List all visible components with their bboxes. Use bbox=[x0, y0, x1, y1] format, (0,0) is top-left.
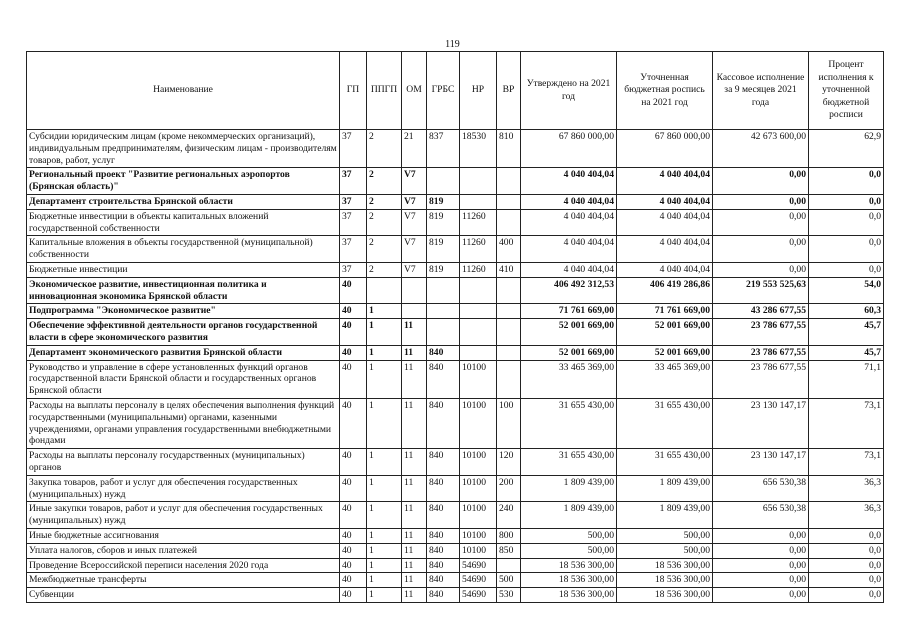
cell-approved: 52 001 669,00 bbox=[521, 345, 617, 360]
cell-approved: 52 001 669,00 bbox=[521, 319, 617, 346]
cell-approved: 18 536 300,00 bbox=[521, 558, 617, 573]
cell-gp: 40 bbox=[340, 449, 367, 476]
cell-ppgp: 2 bbox=[367, 130, 402, 168]
cell-refined: 67 860 000,00 bbox=[617, 130, 713, 168]
cell-om: 11 bbox=[402, 558, 427, 573]
cell-percent: 36,3 bbox=[809, 475, 884, 502]
cell-percent: 0,0 bbox=[809, 262, 884, 277]
cell-gp: 40 bbox=[340, 543, 367, 558]
cell-ppgp: 2 bbox=[367, 209, 402, 236]
cell-percent: 54,0 bbox=[809, 277, 884, 304]
cell-ppgp: 2 bbox=[367, 262, 402, 277]
cell-refined: 18 536 300,00 bbox=[617, 558, 713, 573]
cell-name: Проведение Всероссийской переписи населения 2020 года bbox=[27, 558, 340, 573]
cell-cash: 23 786 677,55 bbox=[713, 345, 809, 360]
table-row bbox=[27, 360, 884, 398]
cell-refined: 1 809 439,00 bbox=[617, 475, 713, 502]
cell-grbs: 819 bbox=[427, 209, 460, 236]
table-header-row bbox=[27, 52, 884, 130]
cell-gp: 40 bbox=[340, 304, 367, 319]
cell-gp: 37 bbox=[340, 262, 367, 277]
cell-ppgp bbox=[367, 277, 402, 304]
cell-percent: 0,0 bbox=[809, 236, 884, 263]
table-row bbox=[27, 319, 884, 346]
cell-ppgp: 1 bbox=[367, 528, 402, 543]
cell-cash: 23 130 147,17 bbox=[713, 449, 809, 476]
cell-grbs: 840 bbox=[427, 345, 460, 360]
table-row bbox=[27, 449, 884, 476]
cell-grbs bbox=[427, 319, 460, 346]
table-row bbox=[27, 558, 884, 573]
cell-approved: 1 809 439,00 bbox=[521, 475, 617, 502]
header-vr: ВР bbox=[497, 52, 521, 130]
cell-cash: 0,00 bbox=[713, 543, 809, 558]
cell-approved: 1 809 439,00 bbox=[521, 502, 617, 529]
table-row bbox=[27, 277, 884, 304]
cell-gp: 40 bbox=[340, 345, 367, 360]
cell-gp: 37 bbox=[340, 168, 367, 195]
table-row bbox=[27, 573, 884, 588]
table-row bbox=[27, 130, 884, 168]
cell-gp: 37 bbox=[340, 130, 367, 168]
cell-approved: 406 492 312,53 bbox=[521, 277, 617, 304]
cell-om: 11 bbox=[402, 502, 427, 529]
cell-om: V7 bbox=[402, 168, 427, 195]
table-row bbox=[27, 209, 884, 236]
cell-refined: 500,00 bbox=[617, 528, 713, 543]
header-cash: Кассовое исполнение за 9 месяцев 2021 года bbox=[713, 52, 809, 130]
table-row bbox=[27, 236, 884, 263]
cell-percent: 0,0 bbox=[809, 194, 884, 209]
cell-grbs: 819 bbox=[427, 194, 460, 209]
cell-om: 11 bbox=[402, 398, 427, 448]
cell-ppgp: 2 bbox=[367, 236, 402, 263]
cell-name: Подпрограмма "Экономическое развитие" bbox=[27, 304, 340, 319]
cell-refined: 4 040 404,04 bbox=[617, 209, 713, 236]
cell-nr: 54690 bbox=[460, 573, 497, 588]
cell-name: Закупка товаров, работ и услуг для обеспечения государственных (муниципальных) нужд bbox=[27, 475, 340, 502]
cell-percent: 0,0 bbox=[809, 528, 884, 543]
cell-refined: 18 536 300,00 bbox=[617, 573, 713, 588]
cell-nr: 10100 bbox=[460, 543, 497, 558]
cell-percent: 73,1 bbox=[809, 449, 884, 476]
cell-refined: 31 655 430,00 bbox=[617, 398, 713, 448]
cell-name: Субвенции bbox=[27, 588, 340, 603]
cell-gp: 40 bbox=[340, 588, 367, 603]
cell-grbs: 819 bbox=[427, 236, 460, 263]
cell-om: 11 bbox=[402, 449, 427, 476]
cell-nr: 10100 bbox=[460, 360, 497, 398]
cell-approved: 71 761 669,00 bbox=[521, 304, 617, 319]
cell-percent: 36,3 bbox=[809, 502, 884, 529]
cell-nr: 18530 bbox=[460, 130, 497, 168]
cell-nr bbox=[460, 304, 497, 319]
cell-vr: 530 bbox=[497, 588, 521, 603]
header-refined: Уточненная бюджетная роспись на 2021 год bbox=[617, 52, 713, 130]
cell-gp: 40 bbox=[340, 528, 367, 543]
cell-cash: 0,00 bbox=[713, 168, 809, 195]
cell-ppgp: 1 bbox=[367, 398, 402, 448]
cell-ppgp: 1 bbox=[367, 573, 402, 588]
cell-gp: 40 bbox=[340, 558, 367, 573]
cell-name: Департамент строительства Брянской области bbox=[27, 194, 340, 209]
cell-gp: 37 bbox=[340, 209, 367, 236]
cell-cash: 219 553 525,63 bbox=[713, 277, 809, 304]
cell-grbs: 840 bbox=[427, 543, 460, 558]
cell-approved: 500,00 bbox=[521, 528, 617, 543]
cell-grbs: 840 bbox=[427, 398, 460, 448]
cell-name: Руководство и управление в сфере установленных функций органов государственной власти Брянской области и государственных органов Брянской области bbox=[27, 360, 340, 398]
cell-nr: 10100 bbox=[460, 475, 497, 502]
header-grbs: ГРБС bbox=[427, 52, 460, 130]
cell-vr bbox=[497, 558, 521, 573]
cell-grbs bbox=[427, 304, 460, 319]
cell-name: Расходы на выплаты персоналу в целях обеспечения выполнения функций государственными (муниципальными) органами, казенными учреждениями, органами управления государственными внебюджетными фондами bbox=[27, 398, 340, 448]
cell-cash: 0,00 bbox=[713, 262, 809, 277]
header-ppgp: ППГП bbox=[367, 52, 402, 130]
cell-gp: 40 bbox=[340, 360, 367, 398]
cell-vr bbox=[497, 168, 521, 195]
cell-vr: 120 bbox=[497, 449, 521, 476]
cell-nr: 11260 bbox=[460, 236, 497, 263]
cell-nr: 54690 bbox=[460, 558, 497, 573]
cell-ppgp: 1 bbox=[367, 345, 402, 360]
cell-gp: 40 bbox=[340, 475, 367, 502]
cell-approved: 33 465 369,00 bbox=[521, 360, 617, 398]
cell-approved: 31 655 430,00 bbox=[521, 449, 617, 476]
cell-approved: 31 655 430,00 bbox=[521, 398, 617, 448]
cell-om: 11 bbox=[402, 573, 427, 588]
cell-percent: 0,0 bbox=[809, 558, 884, 573]
cell-ppgp: 1 bbox=[367, 360, 402, 398]
cell-refined: 18 536 300,00 bbox=[617, 588, 713, 603]
cell-approved: 4 040 404,04 bbox=[521, 168, 617, 195]
cell-name: Экономическое развитие, инвестиционная политика и инновационная экономика Брянской области bbox=[27, 277, 340, 304]
header-name: Наименование bbox=[27, 52, 340, 130]
cell-om: 11 bbox=[402, 319, 427, 346]
cell-nr bbox=[460, 319, 497, 346]
cell-percent: 45,7 bbox=[809, 319, 884, 346]
cell-approved: 18 536 300,00 bbox=[521, 588, 617, 603]
cell-cash: 0,00 bbox=[713, 209, 809, 236]
cell-refined: 33 465 369,00 bbox=[617, 360, 713, 398]
cell-nr bbox=[460, 345, 497, 360]
cell-nr: 10100 bbox=[460, 398, 497, 448]
cell-om: 11 bbox=[402, 543, 427, 558]
cell-cash: 23 786 677,55 bbox=[713, 319, 809, 346]
cell-refined: 71 761 669,00 bbox=[617, 304, 713, 319]
cell-om: 11 bbox=[402, 528, 427, 543]
cell-om: 11 bbox=[402, 475, 427, 502]
cell-ppgp: 1 bbox=[367, 588, 402, 603]
page-number: 119 bbox=[445, 39, 460, 50]
cell-ppgp: 2 bbox=[367, 168, 402, 195]
cell-ppgp: 2 bbox=[367, 194, 402, 209]
cell-vr bbox=[497, 345, 521, 360]
table-row bbox=[27, 168, 884, 195]
cell-om: 11 bbox=[402, 588, 427, 603]
cell-percent: 62,9 bbox=[809, 130, 884, 168]
cell-name: Департамент экономического развития Брянской области bbox=[27, 345, 340, 360]
header-approved: Утверждено на 2021 год bbox=[521, 52, 617, 130]
table-row bbox=[27, 528, 884, 543]
cell-name: Субсидии юридическим лицам (кроме некоммерческих организаций), индивидуальным предпринимателям, физическим лицам - производителям товаров, работ, услуг bbox=[27, 130, 340, 168]
cell-name: Иные закупки товаров, работ и услуг для обеспечения государственных (муниципальных) нужд bbox=[27, 502, 340, 529]
cell-gp: 40 bbox=[340, 319, 367, 346]
cell-grbs bbox=[427, 168, 460, 195]
cell-refined: 31 655 430,00 bbox=[617, 449, 713, 476]
cell-percent: 0,0 bbox=[809, 209, 884, 236]
cell-refined: 52 001 669,00 bbox=[617, 345, 713, 360]
cell-cash: 656 530,38 bbox=[713, 475, 809, 502]
cell-percent: 73,1 bbox=[809, 398, 884, 448]
cell-cash: 0,00 bbox=[713, 588, 809, 603]
cell-nr: 11260 bbox=[460, 209, 497, 236]
cell-cash: 0,00 bbox=[713, 528, 809, 543]
cell-om: V7 bbox=[402, 194, 427, 209]
cell-gp: 40 bbox=[340, 573, 367, 588]
table-row bbox=[27, 588, 884, 603]
cell-gp: 40 bbox=[340, 277, 367, 304]
cell-grbs bbox=[427, 277, 460, 304]
cell-nr: 10100 bbox=[460, 528, 497, 543]
cell-name: Региональный проект "Развитие региональных аэропортов (Брянская область)" bbox=[27, 168, 340, 195]
cell-refined: 52 001 669,00 bbox=[617, 319, 713, 346]
cell-vr bbox=[497, 304, 521, 319]
cell-refined: 4 040 404,04 bbox=[617, 236, 713, 263]
cell-vr: 850 bbox=[497, 543, 521, 558]
cell-percent: 0,0 bbox=[809, 168, 884, 195]
cell-om: 11 bbox=[402, 360, 427, 398]
cell-approved: 67 860 000,00 bbox=[521, 130, 617, 168]
cell-vr bbox=[497, 319, 521, 346]
cell-cash: 0,00 bbox=[713, 236, 809, 263]
cell-grbs: 840 bbox=[427, 558, 460, 573]
cell-om: V7 bbox=[402, 236, 427, 263]
cell-approved: 4 040 404,04 bbox=[521, 262, 617, 277]
cell-vr: 240 bbox=[497, 502, 521, 529]
cell-vr bbox=[497, 209, 521, 236]
cell-vr: 100 bbox=[497, 398, 521, 448]
table-row bbox=[27, 543, 884, 558]
cell-cash: 23 786 677,55 bbox=[713, 360, 809, 398]
cell-om bbox=[402, 304, 427, 319]
cell-gp: 40 bbox=[340, 398, 367, 448]
cell-grbs: 840 bbox=[427, 360, 460, 398]
header-nr: НР bbox=[460, 52, 497, 130]
cell-cash: 0,00 bbox=[713, 194, 809, 209]
cell-vr bbox=[497, 360, 521, 398]
cell-grbs: 840 bbox=[427, 449, 460, 476]
cell-name: Капитальные вложения в объекты государственной (муниципальной) собственности bbox=[27, 236, 340, 263]
cell-name: Уплата налогов, сборов и иных платежей bbox=[27, 543, 340, 558]
cell-nr bbox=[460, 277, 497, 304]
cell-cash: 656 530,38 bbox=[713, 502, 809, 529]
cell-ppgp: 1 bbox=[367, 319, 402, 346]
cell-om: 21 bbox=[402, 130, 427, 168]
cell-percent: 60,3 bbox=[809, 304, 884, 319]
cell-grbs: 837 bbox=[427, 130, 460, 168]
table-row bbox=[27, 398, 884, 448]
header-gp: ГП bbox=[340, 52, 367, 130]
cell-refined: 4 040 404,04 bbox=[617, 262, 713, 277]
cell-nr bbox=[460, 194, 497, 209]
cell-cash: 0,00 bbox=[713, 558, 809, 573]
cell-vr: 400 bbox=[497, 236, 521, 263]
table-row bbox=[27, 502, 884, 529]
cell-gp: 37 bbox=[340, 236, 367, 263]
cell-approved: 18 536 300,00 bbox=[521, 573, 617, 588]
cell-approved: 4 040 404,04 bbox=[521, 209, 617, 236]
cell-grbs: 840 bbox=[427, 475, 460, 502]
cell-approved: 500,00 bbox=[521, 543, 617, 558]
cell-om: V7 bbox=[402, 209, 427, 236]
budget-table bbox=[26, 51, 884, 603]
cell-ppgp: 1 bbox=[367, 558, 402, 573]
cell-vr: 500 bbox=[497, 573, 521, 588]
cell-nr: 11260 bbox=[460, 262, 497, 277]
cell-grbs: 840 bbox=[427, 588, 460, 603]
cell-nr: 54690 bbox=[460, 588, 497, 603]
cell-refined: 4 040 404,04 bbox=[617, 168, 713, 195]
cell-percent: 0,0 bbox=[809, 573, 884, 588]
cell-om: 11 bbox=[402, 345, 427, 360]
cell-ppgp: 1 bbox=[367, 502, 402, 529]
cell-percent: 45,7 bbox=[809, 345, 884, 360]
table-body bbox=[27, 130, 884, 603]
cell-refined: 1 809 439,00 bbox=[617, 502, 713, 529]
cell-name: Межбюджетные трансферты bbox=[27, 573, 340, 588]
cell-approved: 4 040 404,04 bbox=[521, 236, 617, 263]
cell-refined: 500,00 bbox=[617, 543, 713, 558]
cell-om bbox=[402, 277, 427, 304]
cell-vr: 200 bbox=[497, 475, 521, 502]
table-row bbox=[27, 304, 884, 319]
cell-percent: 0,0 bbox=[809, 543, 884, 558]
table-row bbox=[27, 475, 884, 502]
cell-vr: 800 bbox=[497, 528, 521, 543]
cell-cash: 42 673 600,00 bbox=[713, 130, 809, 168]
cell-percent: 0,0 bbox=[809, 588, 884, 603]
cell-cash: 23 130 147,17 bbox=[713, 398, 809, 448]
cell-gp: 37 bbox=[340, 194, 367, 209]
cell-name: Бюджетные инвестиции в объекты капитальных вложений государственной собственности bbox=[27, 209, 340, 236]
cell-vr bbox=[497, 277, 521, 304]
cell-ppgp: 1 bbox=[367, 304, 402, 319]
cell-name: Обеспечение эффективной деятельности органов государственной власти в сфере экономического развития bbox=[27, 319, 340, 346]
cell-cash: 43 286 677,55 bbox=[713, 304, 809, 319]
cell-nr: 10100 bbox=[460, 449, 497, 476]
table-row bbox=[27, 194, 884, 209]
cell-percent: 71,1 bbox=[809, 360, 884, 398]
cell-grbs: 819 bbox=[427, 262, 460, 277]
cell-nr bbox=[460, 168, 497, 195]
cell-ppgp: 1 bbox=[367, 475, 402, 502]
cell-refined: 4 040 404,04 bbox=[617, 194, 713, 209]
cell-om: V7 bbox=[402, 262, 427, 277]
header-percent: Процент исполнения к уточненной бюджетной росписи bbox=[809, 52, 884, 130]
cell-vr: 810 bbox=[497, 130, 521, 168]
cell-name: Иные бюджетные ассигнования bbox=[27, 528, 340, 543]
cell-nr: 10100 bbox=[460, 502, 497, 529]
cell-gp: 40 bbox=[340, 502, 367, 529]
cell-grbs: 840 bbox=[427, 502, 460, 529]
cell-approved: 4 040 404,04 bbox=[521, 194, 617, 209]
cell-cash: 0,00 bbox=[713, 573, 809, 588]
cell-name: Бюджетные инвестиции bbox=[27, 262, 340, 277]
cell-grbs: 840 bbox=[427, 573, 460, 588]
table-row bbox=[27, 345, 884, 360]
header-om: ОМ bbox=[402, 52, 427, 130]
cell-refined: 406 419 286,86 bbox=[617, 277, 713, 304]
table-row bbox=[27, 262, 884, 277]
cell-vr: 410 bbox=[497, 262, 521, 277]
cell-ppgp: 1 bbox=[367, 449, 402, 476]
cell-ppgp: 1 bbox=[367, 543, 402, 558]
cell-grbs: 840 bbox=[427, 528, 460, 543]
cell-vr bbox=[497, 194, 521, 209]
cell-name: Расходы на выплаты персоналу государственных (муниципальных) органов bbox=[27, 449, 340, 476]
